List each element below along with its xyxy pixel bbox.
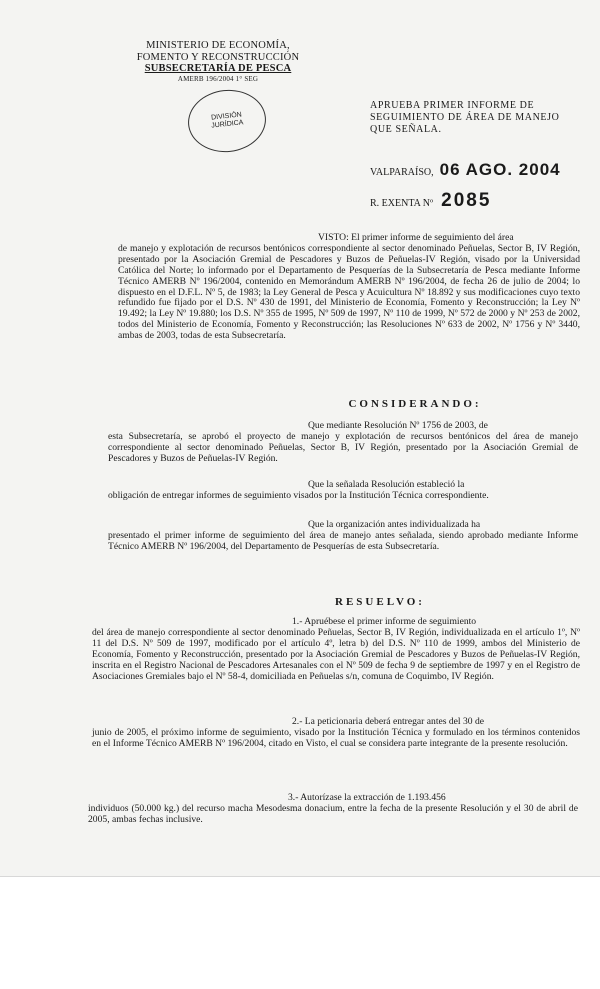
resuelvo-1 xyxy=(92,617,580,682)
ministry-line-1: MINISTERIO DE ECONOMÍA, xyxy=(146,40,290,51)
blank-lower-margin xyxy=(0,876,600,989)
resuelvo-2-lead: 2.- La peticionaria deberá entregar antes del 30 de xyxy=(292,716,485,727)
resolution-number xyxy=(370,190,491,212)
considerando-1 xyxy=(108,421,578,465)
exenta-label: R. EXENTA Nº xyxy=(370,198,434,209)
reference-line: AMERB 196/2004 1° SEG xyxy=(177,74,259,83)
resuelvo-2-body: junio de 2005, el próximo informe de seguimiento, visado por la Institución Técnica y formulado en los términos contenidos en el Informe Técnico AMERB Nº 196/2004, citado en Visto, el cual se considera parte integrante de la presente resolución. xyxy=(92,726,580,749)
considerando-3-lead: Que la organización antes individualizada ha xyxy=(308,519,481,530)
date-stamp: 06 AGO. 2004 xyxy=(439,160,561,179)
resuelvo-3-body: individuos (50.000 kg.) del recurso macha Mesodesma donacium, entre la fecha de la presente Resolución y el 30 de abril de 2005, ambas fechas inclusive. xyxy=(88,802,578,825)
considerando-1-body: esta Subsecretaría, se aprobó el proyecto de manejo y explotación de recursos bentónicos del área de manejo correspondiente al sector denominado Peñuelas, Sector B, IV Región, presentado por la Asociación Gremial de Pescadores y Buzos de Peñuelas-IV Región. xyxy=(108,430,578,464)
resuelvo-heading: RESUELVO: xyxy=(335,596,425,608)
date-line xyxy=(370,160,561,180)
visto-paragraph xyxy=(118,233,580,342)
considerando-3 xyxy=(108,520,578,553)
subject-line: APRUEBA PRIMER INFORME DE SEGUIMIENTO DE ÁREA DE MANEJO QUE SEÑALA. xyxy=(370,100,560,135)
resuelvo-1-body: del área de manejo correspondiente al sector denominado Peñuelas, Sector B, IV Región, individualizada en el artículo 1º, Nº 11 del D.S. Nº 509 de 1997, modificado por el artículo 4º, letra b) del D.S. Nº 110 de 1999, ambos del Ministerio de Economía, Fomento y Reconstrucción, presentado por la Asociación Gremial de Pescadores y Buzos de Peñuelas-IV Región, inscrita en el Registro Nacional de Pescadores Artesanales con el Nº 509 de fecha 9 de septiembre de 1997 y en el Registro de Asociaciones Gremiales bajo el Nº 58-4, domiciliada en Peñuelas s/n, comuna de Coquimbo, IV Región. xyxy=(92,626,580,682)
date-city: VALPARAÍSO, xyxy=(370,167,434,178)
ministry-header xyxy=(118,40,318,83)
considerando-2-lead: Que la señalada Resolución estableció la xyxy=(308,479,465,490)
resuelvo-3-lead: 3.- Autorízase la extracción de 1.193.456 xyxy=(288,792,446,803)
considerando-heading: CONSIDERANDO: xyxy=(348,398,482,410)
resuelvo-1-lead: 1.- Apruébese el primer informe de seguimiento xyxy=(292,616,477,627)
seal-line-1: DIVISIÓN xyxy=(210,111,243,122)
visto-lead: VISTO: El primer informe de seguimiento del área xyxy=(318,232,514,243)
considerando-1-lead: Que mediante Resolución Nº 1756 de 2003, de xyxy=(308,420,488,431)
seal-line-2: JURÍDICA xyxy=(210,119,244,130)
resuelvo-2 xyxy=(92,717,580,750)
considerando-2-body: obligación de entregar informes de seguimiento visados por la Institución Técnica correspondiente. xyxy=(108,489,489,501)
considerando-2 xyxy=(108,480,578,502)
resuelvo-3 xyxy=(88,793,578,826)
subsecretaria-line: SUBSECRETARÍA DE PESCA xyxy=(144,63,292,74)
considerando-3-body: presentado el primer informe de seguimiento del área de manejo antes señalada, siendo aprobado mediante Informe Técnico AMERB Nº 196/2004, del Departamento de Pesquerías de esta Subsecretaría. xyxy=(108,529,578,552)
division-juridica-seal xyxy=(185,86,269,156)
visto-body: de manejo y explotación de recursos bentónicos correspondiente al sector denominado Peñuelas, Sector B, IV Región, presentado por la Asociación Gremial de Pescadores y Buzos de Peñuelas-IV Región, visado por la Universidad Católica del Norte; lo informado por el Departamento de Pesquerías de la Subsecretaría de Pesca mediante Informe Técnico AMERB Nº 196/2004, contenido en Memorándum AMERB Nº 196/2004, de fecha 26 de julio de 2004; lo dispuesto en el D.F.L. Nº 5, de 1983; la Ley General de Pesca y Acuicultura Nº 18.892 y sus modificaciones cuyo texto refundido fue fijado por el D.S. Nº 430 de 1991, del Ministerio de Economía, Fomento y Reconstrucción; la Ley Nº 19.492; la Ley Nº 19.880; los D.S. Nº 355 de 1995, Nº 509 de 1997, Nº 110 de 1999, Nº 572 de 2000 y Nº 253 de 2002, todos del Ministerio de Economía, Fomento y Reconstrucción; las Resoluciones Nº 633 de 2002, Nº 1756 y Nº 3440, ambas de 2003, todas de esta Subsecretaría. xyxy=(118,242,580,342)
exenta-number: 2085 xyxy=(441,190,492,211)
ministry-line-2: FOMENTO Y RECONSTRUCCIÓN xyxy=(136,51,300,63)
